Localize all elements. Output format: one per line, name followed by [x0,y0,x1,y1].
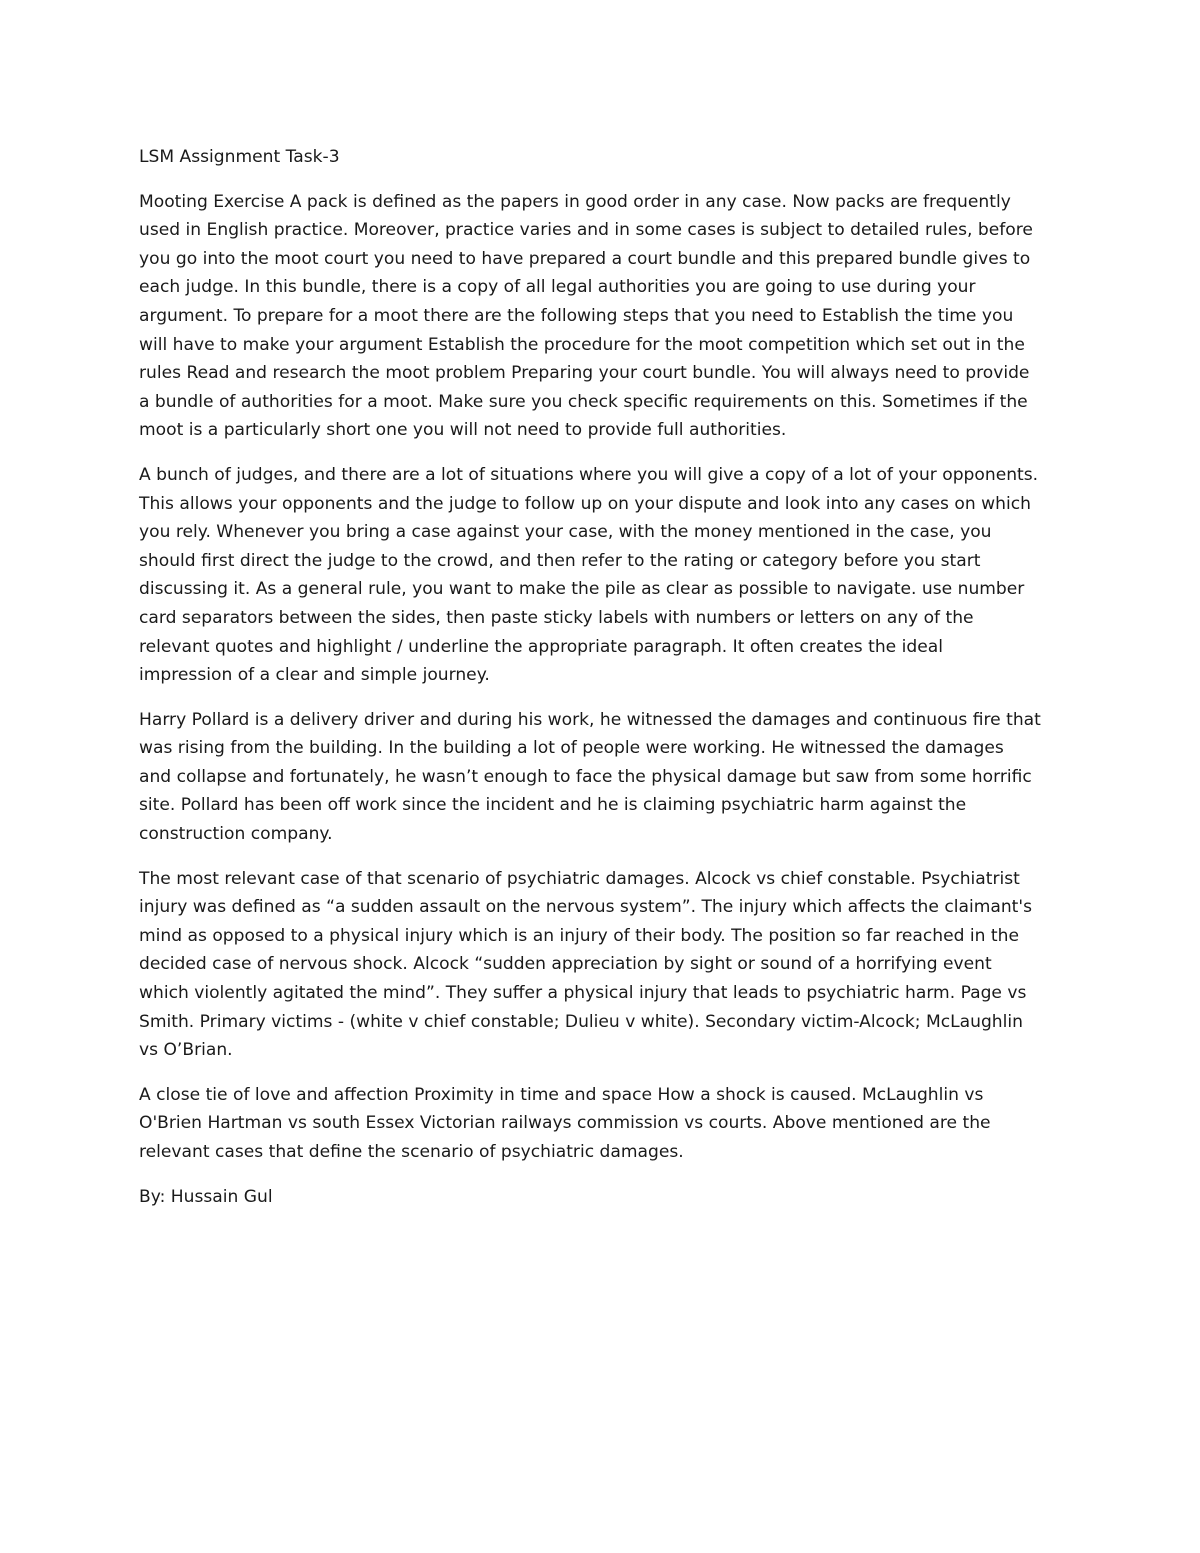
text-line: moot is a particularly short one you will not need to provide full authorities. [139,420,787,441]
text-line: relevant cases that define the scenario of psychiatric damages. [139,1142,684,1162]
text-line: This allows your opponents and the judge to follow up on your dispute and look into any cases on which [139,493,1031,514]
text-line: was rising from the building. In the building a lot of people were working. He witnessed the damages [139,738,1004,759]
text-line: O'Brien Hartman vs south Essex Victorian railways commission vs courts. Above mentioned are the [139,1113,991,1134]
text-line: and collapse and fortunately, he wasn’t enough to face the physical damage but saw from some horrific [139,766,1032,787]
document-body [139,143,1061,1227]
text-line: which violently agitated the mind”. They suffer a physical injury that leads to psychiatric harm. Page vs [139,983,1027,1004]
text-line: The most relevant case of that scenario of psychiatric damages. Alcock vs chief constable. Psychiatrist [139,868,1020,889]
text-line: rules Read and research the moot problem Preparing your court bundle. You will always need to provide [139,363,1030,384]
text-line: site. Pollard has been off work since the incident and he is claiming psychiatric harm against the [139,795,967,816]
paragraph-relevant-case [139,865,1061,1065]
text-line: construction company. [139,824,333,845]
text-line: relevant quotes and highlight / underline the appropriate paragraph. It often creates the ideal [139,636,943,657]
text-line: you rely. Whenever you bring a case against your case, with the money mentioned in the case, you [139,522,992,543]
text-line: used in English practice. Moreover, practice varies and in some cases is subject to detailed rules, before [139,220,1033,241]
byline: By: Hussain Gul [139,1186,273,1207]
text-line: vs O’Brian. [139,1040,233,1061]
text-line: decided case of nervous shock. Alcock “sudden appreciation by sight or sound of a horrifying event [139,954,992,975]
paragraph-mooting-exercise [139,188,1061,445]
paragraph-harry-pollard [139,706,1061,849]
text-line: card separators between the sides, then paste sticky labels with numbers or letters on any of the [139,607,974,628]
text-line: Smith. Primary victims - (white v chief constable; Dulieu v white). Secondary victim-Alcock; McLaughlin [139,1011,1023,1032]
paragraph-bundle-of-judges [139,461,1061,690]
text-line: you go into the moot court you need to have prepared a court bundle and this prepared bundle gives to [139,248,1031,269]
text-line: A close tie of love and affection Proximity in time and space How a shock is caused. McLaughlin vs [139,1084,984,1105]
text-line: Mooting Exercise A pack is defined as the papers in good order in any case. Now packs are frequently [139,191,1011,212]
text-line: injury was defined as “a sudden assault on the nervous system”. The injury which affects the claimant's [139,897,1032,918]
text-line: A bunch of judges, and there are a lot of situations where you will give a copy of a lot of your opponents. [139,464,1039,485]
text-line: a bundle of authorities for a moot. Make sure you check specific requirements on this. Sometimes if the [139,391,1028,412]
text-line: discussing it. As a general rule, you want to make the pile as clear as possible to navigate. use number [139,579,1025,600]
text-line: each judge. In this bundle, there is a copy of all legal authorities you are going to use during your [139,277,976,298]
paragraph-close-tie [139,1081,1061,1167]
text-line: impression of a clear and simple journey. [139,665,490,686]
text-line: Harry Pollard is a delivery driver and during his work, he witnessed the damages and continuous fire that [139,709,1041,730]
text-line: mind as opposed to a physical injury which is an injury of their body. The position so far reached in the [139,925,1019,946]
document-title: LSM Assignment Task-3 [139,147,340,167]
text-line: argument. To prepare for a moot there are the following steps that you need to Establish the time you [139,305,1014,326]
text-line: will have to make your argument Establish the procedure for the moot competition which set out in the [139,334,1025,355]
text-line: should first direct the judge to the crowd, and then refer to the rating or category before you start [139,550,981,571]
